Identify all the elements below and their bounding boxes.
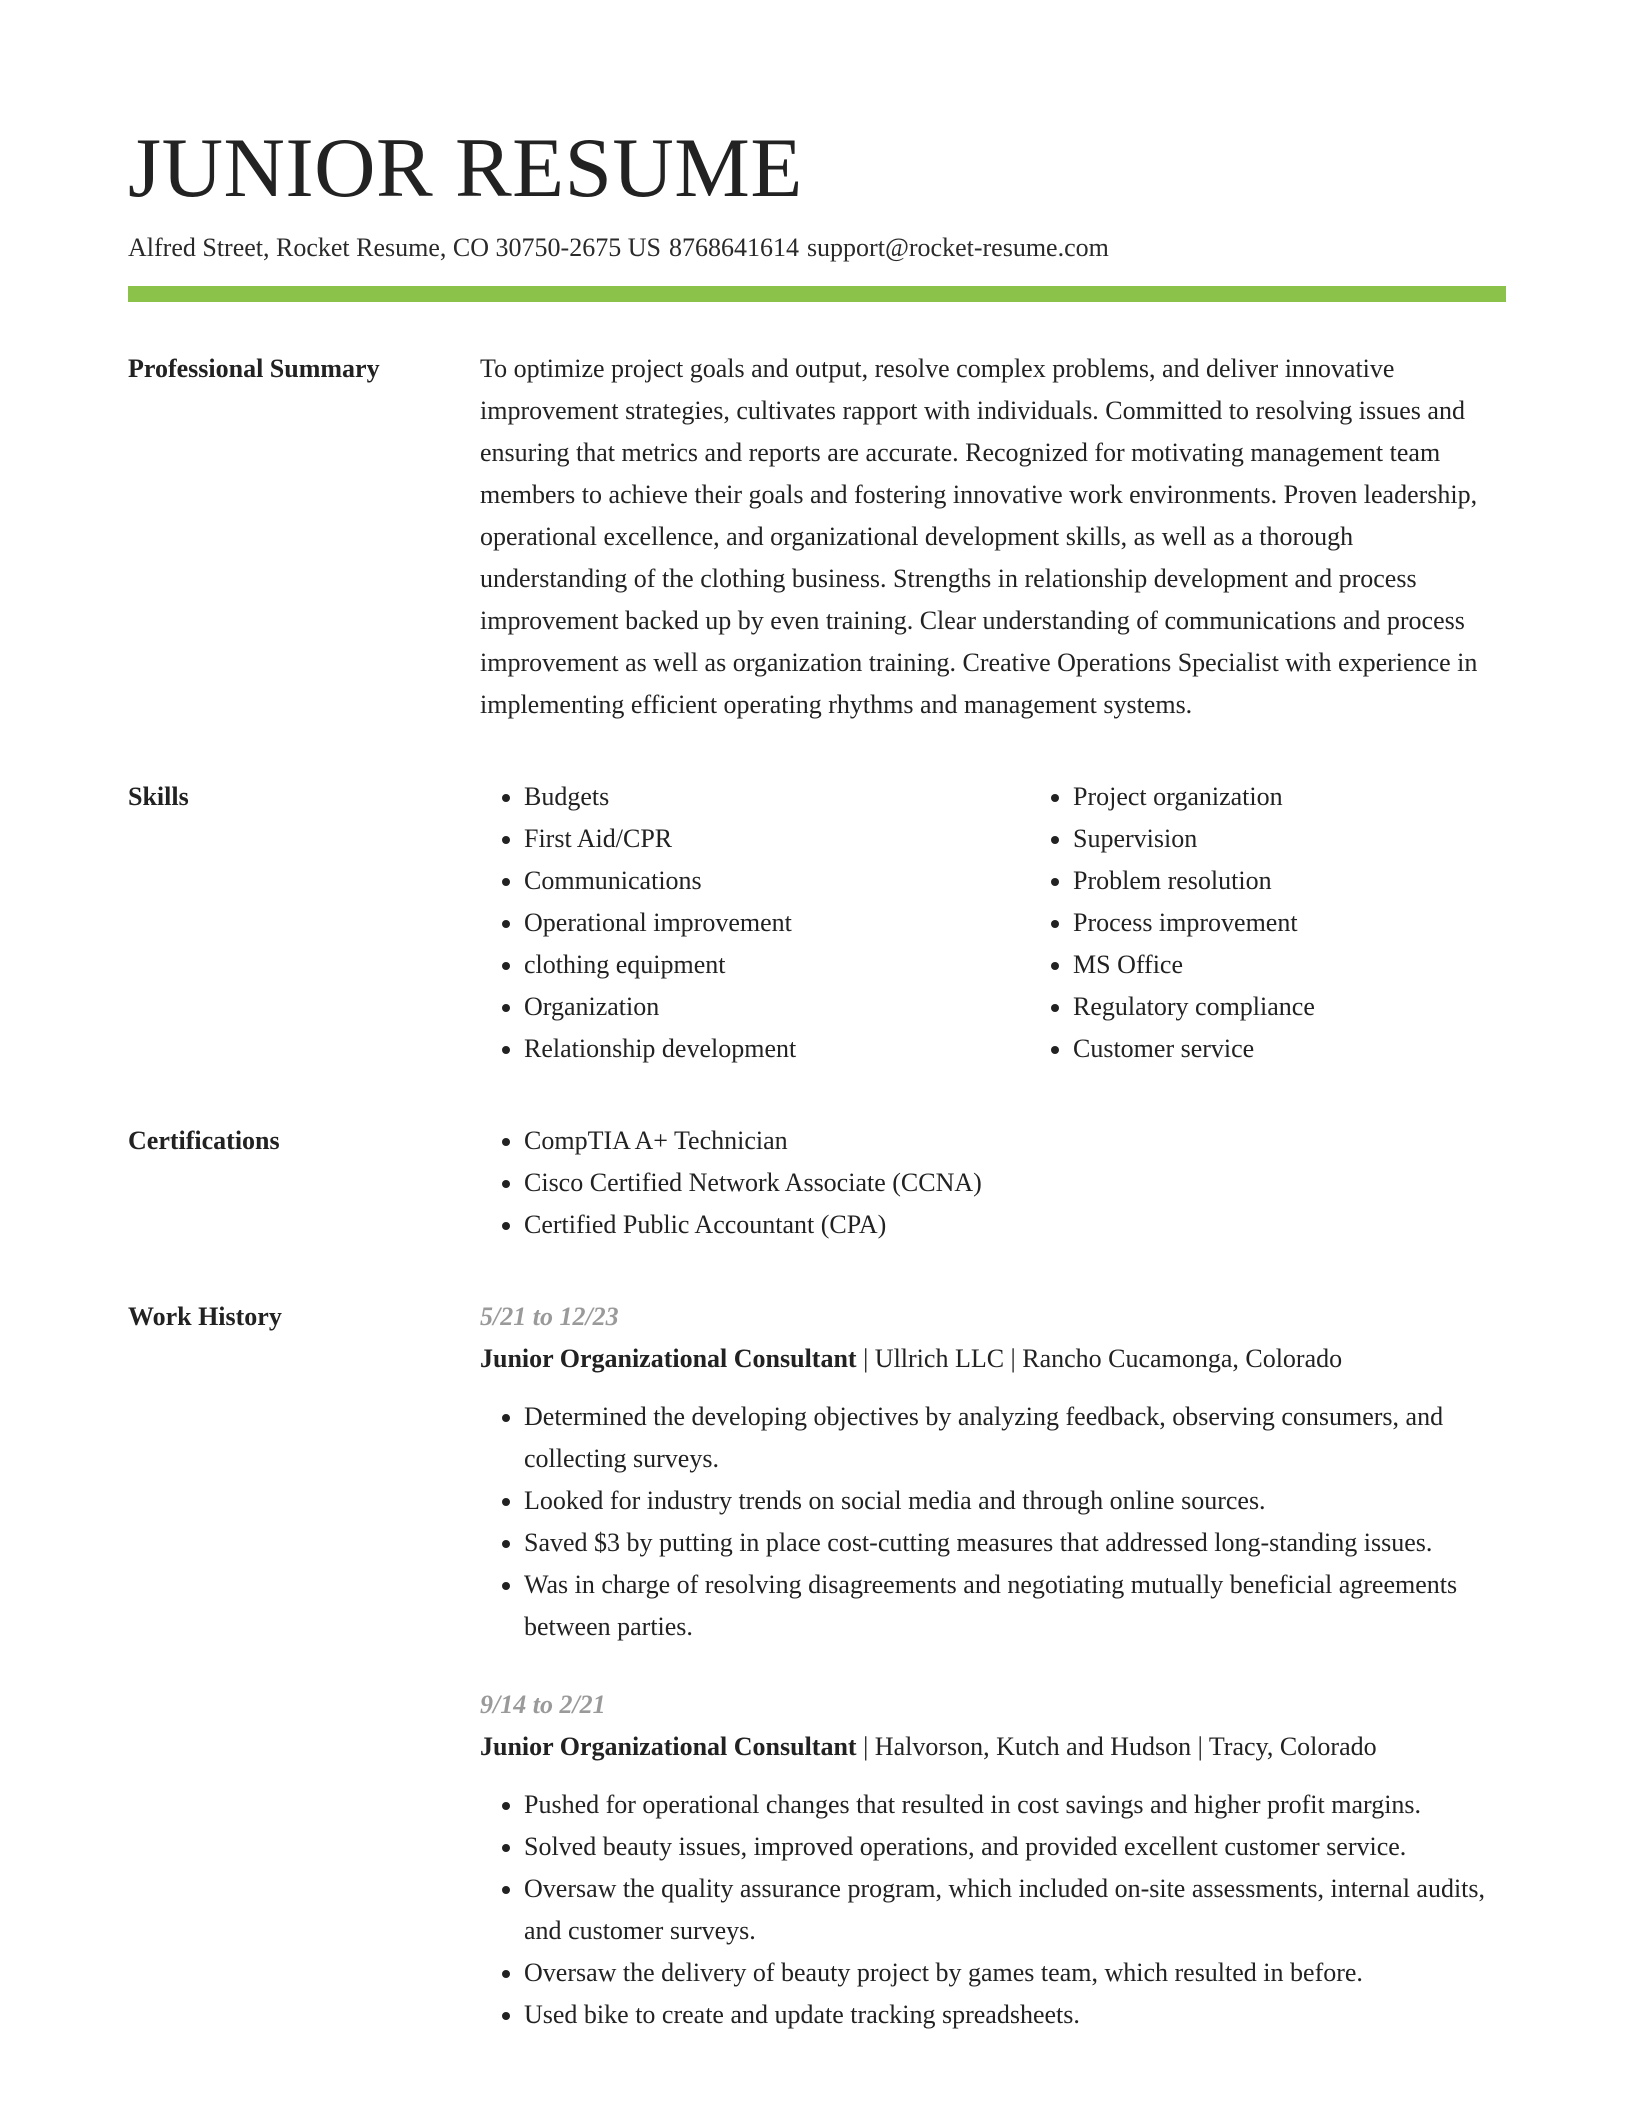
skill-item: • Problem resolution bbox=[1073, 860, 1578, 902]
job-bullet: • Pushed for operational changes that resulted in cost savings and higher profit margins. bbox=[524, 1784, 1506, 1826]
job-bullets bbox=[480, 1784, 1506, 2036]
certifications-section bbox=[128, 1120, 1506, 1246]
phone: 8768641614 bbox=[668, 233, 799, 262]
job-bullet: • Oversaw the quality assurance program, which included on-site assessments, internal audits, and customer surveys. bbox=[524, 1868, 1506, 1952]
summary-section bbox=[128, 348, 1506, 726]
job-bullet: • Was in charge of resolving disagreements and negotiating mutually beneficial agreements between parties. bbox=[524, 1564, 1506, 1648]
skill-item: • Regulatory compliance bbox=[1073, 986, 1578, 1028]
accent-divider bbox=[128, 286, 1506, 302]
job-title: Junior Organizational Consultant bbox=[480, 1344, 857, 1373]
resume-name: JUNIOR RESUME bbox=[128, 121, 803, 215]
job-company-location: | Halvorson, Kutch and Hudson | Tracy, Colorado bbox=[856, 1732, 1377, 1761]
job-dates: 5/21 to 12/23 bbox=[480, 1302, 619, 1331]
job-dates: 9/14 to 2/21 bbox=[480, 1690, 606, 1719]
job-heading bbox=[480, 1338, 1506, 1380]
skill-item: • Project organization bbox=[1073, 776, 1578, 818]
skill-item: • Organization bbox=[524, 986, 1029, 1028]
section-heading: Work History bbox=[128, 1302, 282, 1331]
job-bullet: • Saved $3 by putting in place cost-cutting measures that addressed long-standing issues. bbox=[524, 1522, 1506, 1564]
skill-item: • MS Office bbox=[1073, 944, 1578, 986]
summary-text: To optimize project goals and output, resolve complex problems, and deliver innovative improvement strategies, cultivates rapport with individuals. Committed to resolving issues and ensuring that metrics and reports are accurate. Recognized for motivating management team members to achieve their goals and fostering innovative work environments. Proven leadership, operational excellence, and organizational development skills, as well as a thorough understanding of the clothing business. Strengths in relationship development and process improvement backed up by even training. Clear understanding of communications and process improvement as well as organization training. Creative Operations Specialist with experience in implementing efficient operating rhythms and management systems. bbox=[480, 354, 1478, 719]
skill-item: • Operational improvement bbox=[524, 902, 1029, 944]
skill-item: • Budgets bbox=[524, 776, 1029, 818]
address: Alfred Street, Rocket Resume, CO 30750-2675 US bbox=[128, 233, 661, 262]
job-bullet: • Oversaw the delivery of beauty project by games team, which resulted in before. bbox=[524, 1952, 1506, 1994]
certification-item: • CompTIA A+ Technician bbox=[524, 1120, 1506, 1162]
resume-page bbox=[128, 118, 1506, 2036]
skill-item: • Process improvement bbox=[1073, 902, 1578, 944]
section-heading: Certifications bbox=[128, 1126, 280, 1155]
job-bullet: • Determined the developing objectives by analyzing feedback, observing consumers, and collecting surveys. bbox=[524, 1396, 1506, 1480]
contact-line bbox=[128, 230, 1506, 266]
job-heading bbox=[480, 1726, 1506, 1768]
job-bullet: • Solved beauty issues, improved operations, and provided excellent customer service. bbox=[524, 1826, 1506, 1868]
skill-item: • Customer service bbox=[1073, 1028, 1578, 1070]
job-bullet: • Looked for industry trends on social media and through online sources. bbox=[524, 1480, 1506, 1522]
section-heading: Professional Summary bbox=[128, 354, 380, 383]
skills-section bbox=[128, 776, 1506, 1070]
skill-item: • Communications bbox=[524, 860, 1029, 902]
skill-item: • Supervision bbox=[1073, 818, 1578, 860]
certification-item: • Cisco Certified Network Associate (CCNA) bbox=[524, 1162, 1506, 1204]
skill-item: • Relationship development bbox=[524, 1028, 1029, 1070]
certifications-list bbox=[480, 1120, 1506, 1246]
job-bullets bbox=[480, 1396, 1506, 1648]
job-bullet: • Used bike to create and update tracking spreadsheets. bbox=[524, 1994, 1506, 2036]
skill-item: • First Aid/CPR bbox=[524, 818, 1029, 860]
job-entry bbox=[480, 1296, 1506, 1648]
skill-item: • clothing equipment bbox=[524, 944, 1029, 986]
email: support@rocket-resume.com bbox=[806, 233, 1109, 262]
job-company-location: | Ullrich LLC | Rancho Cucamonga, Colorado bbox=[856, 1344, 1343, 1373]
skills-list-left bbox=[480, 776, 1029, 1070]
skills-list-right bbox=[1029, 776, 1578, 1070]
certification-item: • Certified Public Accountant (CPA) bbox=[524, 1204, 1506, 1246]
section-heading: Skills bbox=[128, 782, 189, 811]
job-title: Junior Organizational Consultant bbox=[480, 1732, 857, 1761]
job-entry bbox=[480, 1684, 1506, 2036]
work-history-section bbox=[128, 1296, 1506, 2036]
